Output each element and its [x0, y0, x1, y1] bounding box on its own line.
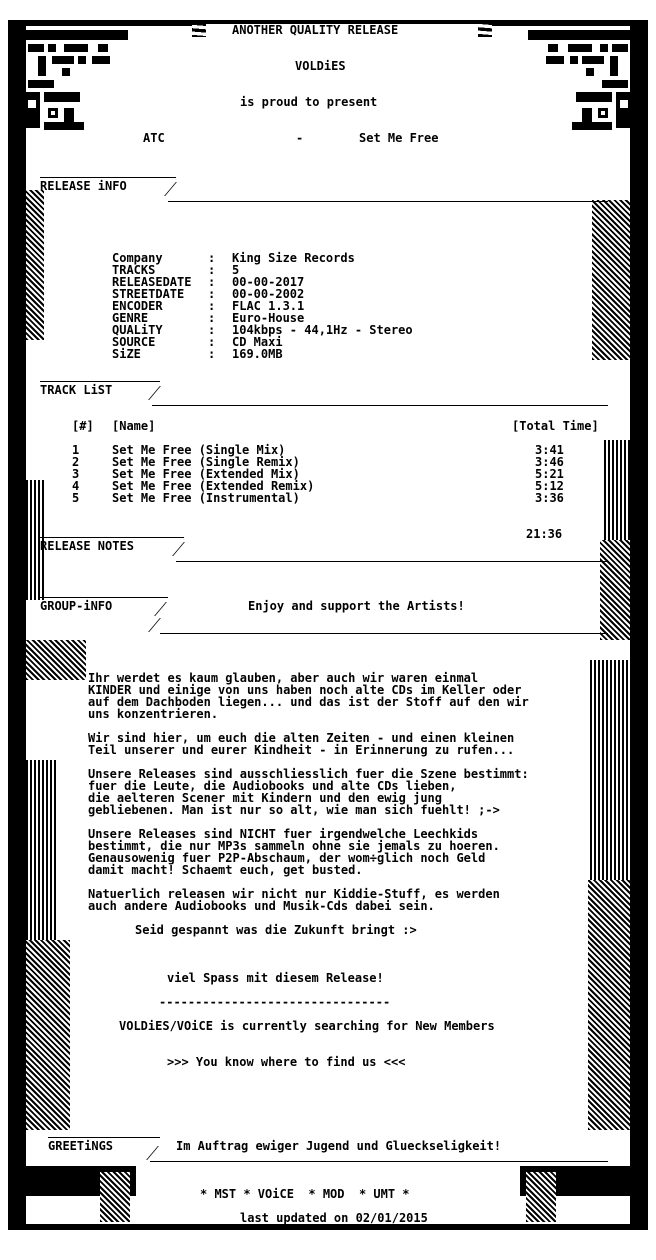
closing-searching: VOLDiES/VOiCE is currently searching for New Members	[119, 1019, 495, 1033]
release-info-sep: :	[208, 347, 216, 361]
notes-line: Ihr werdet es kaum glauben, aber auch wir waren einmal	[88, 671, 479, 685]
notes-line: KINDER und einige von uns haben noch alte CDs im Keller oder	[88, 683, 522, 697]
tracklist-total: 21:36	[526, 527, 563, 541]
section-rule	[176, 561, 608, 562]
closing-fun: viel Spass mit diesem Release!	[167, 971, 384, 985]
footer-updated: last updated on 02/01/2015	[240, 1211, 428, 1225]
track-number: 4	[72, 479, 80, 493]
corner-ornament-right-icon	[528, 30, 638, 140]
release-info-value: 00-00-2017	[232, 275, 305, 289]
track-time: 3:36	[535, 491, 564, 505]
left-border-hatch	[26, 190, 44, 340]
right-border-dither	[604, 440, 630, 540]
release-info-sep: :	[208, 335, 216, 349]
notes-line: Teil unserer und eurer Kindheit - in Erinnerung zu rufen...	[88, 743, 515, 757]
section-greetings: GREETiNGS	[48, 1139, 114, 1153]
section-rule	[40, 537, 184, 538]
track-name: Set Me Free (Instrumental)	[112, 491, 300, 505]
section-rule	[152, 405, 608, 406]
notes-line: Genausowenig fuer P2P-Abschaum, der wom÷glich noch Geld	[88, 851, 486, 865]
notes-line: auf dem Dachboden liegen... und das ist der Stoff auf den wir	[88, 695, 529, 709]
track-name: Set Me Free (Single Mix)	[112, 443, 286, 457]
section-rule	[150, 1161, 608, 1162]
tracklist-col-time: [Total Time]	[512, 419, 599, 433]
track-number: 3	[72, 467, 80, 481]
notes-line: damit macht! Schaemt euch, get busted.	[88, 863, 363, 877]
left-border-dither	[26, 760, 56, 940]
right-border-hatch	[588, 880, 630, 1130]
bottom-border-hatch	[100, 1172, 130, 1222]
banner-title: ANOTHER QUALITY RELEASE	[232, 23, 399, 37]
notes-line: bestimmt, die nur MP3s sammeln ohne sie jemals zu hoeren.	[88, 839, 500, 853]
release-info-sep: :	[208, 263, 216, 277]
notes-line: die aelteren Scener mit Kindern und den ewig jung	[88, 791, 443, 805]
section-rule	[48, 1137, 160, 1138]
notes-line: Wir sind hier, um euch die alten Zeiten - und einen kleinen	[88, 731, 515, 745]
left-border-hatch	[26, 940, 70, 1130]
track-number: 2	[72, 455, 80, 469]
section-rule	[160, 633, 608, 634]
release-title: Set Me Free	[359, 131, 439, 145]
release-info-label: STREETDATE	[112, 287, 185, 301]
right-border-hatch	[592, 200, 630, 360]
release-info-label: GENRE	[112, 311, 149, 325]
tracklist-col-name: [Name]	[112, 419, 156, 433]
release-info-value: 5	[232, 263, 240, 277]
release-info-label: Company	[112, 251, 163, 265]
release-info-label: ENCODER	[112, 299, 163, 313]
track-time: 3:41	[535, 443, 564, 457]
release-info-value: FLAC 1.3.1	[232, 299, 305, 313]
release-info-value: King Size Records	[232, 251, 355, 265]
footer-groups: * MST * VOiCE * MOD * UMT *	[200, 1187, 410, 1201]
track-name: Set Me Free (Extended Remix)	[112, 479, 315, 493]
notes-line: auch andere Audiobooks und Musik-Cds dabei sein.	[88, 899, 435, 913]
release-info-value: Euro-House	[232, 311, 305, 325]
release-info-sep: :	[208, 323, 216, 337]
corner-ornament-left-icon	[18, 30, 128, 140]
track-number: 5	[72, 491, 80, 505]
release-info-sep: :	[208, 311, 216, 325]
release-info-label: SiZE	[112, 347, 141, 361]
proud-to-present: is proud to present	[240, 95, 378, 109]
release-info-label: RELEASEDATE	[112, 275, 192, 289]
release-dash: -	[296, 131, 304, 145]
track-time: 5:12	[535, 479, 564, 493]
tracklist-col-num: [#]	[72, 419, 94, 433]
release-info-value: 00-00-2002	[232, 287, 305, 301]
right-border-hatch	[600, 540, 630, 640]
release-info-label: TRACKS	[112, 263, 156, 277]
release-info-value: 169.0MB	[232, 347, 283, 361]
notes-line: Unsere Releases sind ausschliesslich fuer die Szene bestimmt:	[88, 767, 529, 781]
release-info-value: CD Maxi	[232, 335, 283, 349]
group-name: VOLDiES	[295, 59, 346, 73]
release-info-sep: :	[208, 287, 216, 301]
release-info-sep: :	[208, 251, 216, 265]
release-info-sep: :	[208, 299, 216, 313]
track-time: 5:21	[535, 467, 564, 481]
notes-line: Natuerlich releasen wir nicht nur Kiddie-Stuff, es werden	[88, 887, 500, 901]
closing-find-us: >>> You know where to find us <<<	[167, 1055, 406, 1069]
track-number: 1	[72, 443, 80, 457]
release-info-label: SOURCE	[112, 335, 156, 349]
release-info-value: 104kbps - 44,1Hz - Stereo	[232, 323, 413, 337]
notes-line: fuer die Leute, die Audiobooks und alte CDs lieben,	[88, 779, 457, 793]
track-time: 3:46	[535, 455, 564, 469]
section-rule	[40, 597, 168, 598]
release-info-label: QUALiTY	[112, 323, 163, 337]
release-info-sep: :	[208, 275, 216, 289]
section-release-notes: RELEASE NOTES	[40, 539, 134, 553]
section-rule	[168, 201, 608, 202]
section-release-info: RELEASE iNFO	[40, 179, 127, 193]
track-name: Set Me Free (Single Remix)	[112, 455, 300, 469]
section-group-info: GROUP-iNFO	[40, 599, 113, 613]
release-artist: ATC	[143, 131, 165, 145]
left-border-hatch	[26, 640, 86, 680]
group-info-tagline: Enjoy and support the Artists!	[248, 599, 465, 613]
nfo-content-area	[26, 23, 630, 1224]
section-rule	[40, 177, 176, 178]
section-track-list: TRACK LiST	[40, 383, 113, 397]
greetings-text: Im Auftrag ewiger Jugend und Glueckseligkeit!	[176, 1139, 502, 1153]
bottom-border-hatch	[526, 1172, 556, 1222]
notes-line: Unsere Releases sind NICHT fuer irgendwelche Leechkids	[88, 827, 479, 841]
notes-line: uns konzentrieren.	[88, 707, 219, 721]
notes-line: gebliebenen. Man ist nur so alt, wie man sich fuehlt! ;->	[88, 803, 500, 817]
right-border-dither	[590, 660, 630, 880]
closing-divider: --------------------------------	[159, 995, 391, 1009]
track-name: Set Me Free (Extended Mix)	[112, 467, 300, 481]
section-rule	[40, 381, 160, 382]
closing-future: Seid gespannt was die Zukunft bringt :>	[135, 923, 417, 937]
